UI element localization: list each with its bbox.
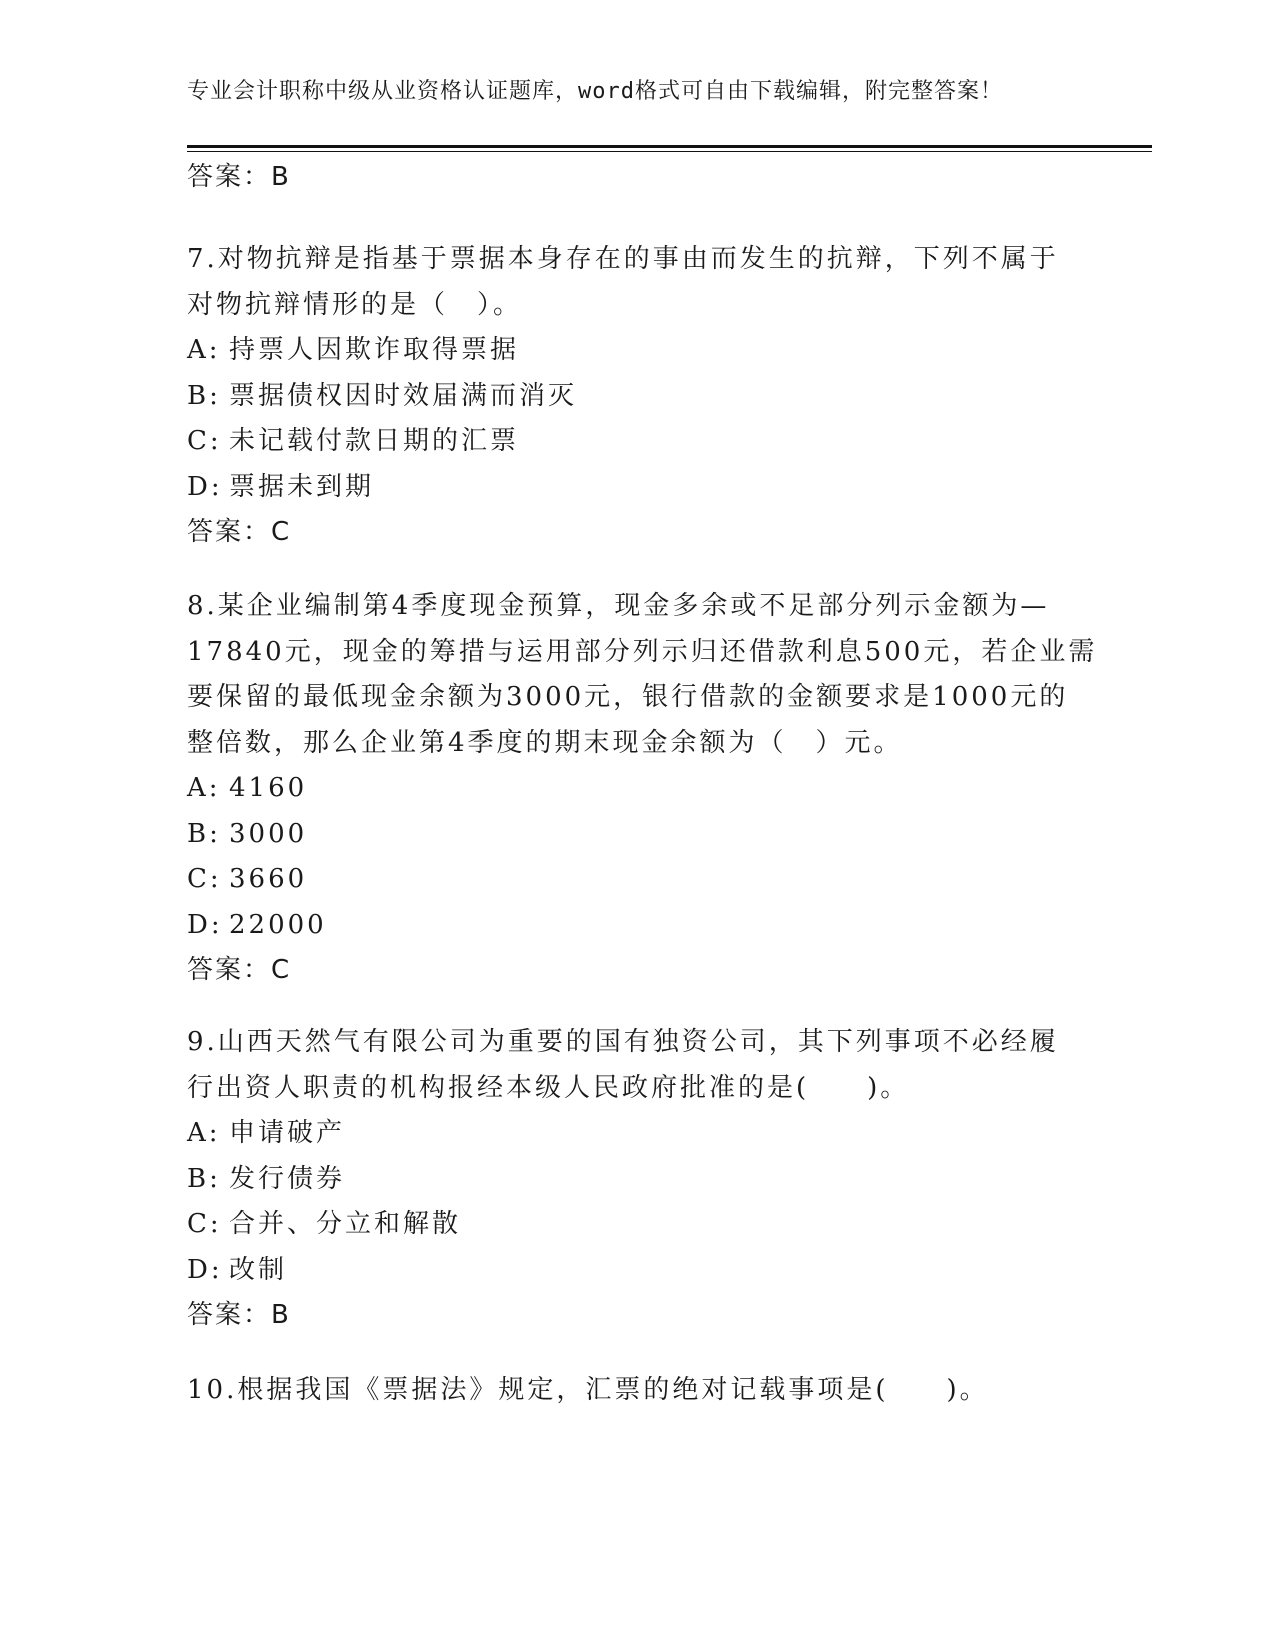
- question-8: [187, 584, 1098, 994]
- question-10: [187, 1368, 1087, 1414]
- option-d: [187, 903, 1087, 949]
- question-text-line: 8.某企业编制第4季度现金预算，现金多余或不足部分列示金额为—: [187, 591, 1050, 621]
- question-text-line: 9.山西天然气有限公司为重要的国有独资公司，其下列事项不必经履: [187, 1027, 1059, 1057]
- prev-answer-block: [187, 155, 1087, 201]
- option-c: [187, 1202, 1087, 1248]
- question-7: [187, 237, 1087, 556]
- question-text-line: 行出资人职责的机构报经本级人民政府批准的是( )。: [187, 1072, 910, 1103]
- option-b: [187, 1157, 1087, 1203]
- option-text: 合并、分立和解散: [229, 1209, 462, 1239]
- option-b: [187, 812, 1087, 858]
- option-letter: C:: [187, 426, 222, 456]
- option-text: 4160: [229, 773, 308, 803]
- option-d: [187, 465, 1087, 511]
- question-text-line: 整倍数，那么企业第4季度的期末现金余额为（ ）元。: [187, 727, 903, 758]
- answer-label: 答案：B: [187, 162, 291, 192]
- option-letter: A:: [187, 773, 221, 803]
- option-letter: D:: [187, 1254, 223, 1285]
- option-c: [187, 857, 1087, 903]
- option-a: [187, 328, 1087, 374]
- option-letter: B:: [187, 818, 221, 849]
- option-letter: A:: [187, 1118, 221, 1148]
- option-text: 22000: [229, 909, 327, 940]
- option-c: [187, 419, 1087, 465]
- question-text-line: 10.根据我国《票据法》规定，汇票的绝对记载事项是( )。: [187, 1375, 989, 1405]
- option-a: [187, 1111, 1087, 1157]
- option-letter: C:: [187, 1209, 222, 1239]
- answer-label: 答案：C: [187, 517, 292, 547]
- option-letter: A:: [187, 335, 221, 365]
- option-letter: B:: [187, 1163, 221, 1194]
- option-letter: D:: [187, 471, 223, 502]
- header-rule-thick: [187, 145, 1152, 148]
- option-text: 发行债券: [229, 1163, 346, 1194]
- question-9: [187, 1020, 1087, 1339]
- option-letter: B:: [187, 380, 221, 411]
- option-d: [187, 1248, 1087, 1294]
- question-text-line: 7.对物抗辩是指基于票据本身存在的事由而发生的抗辩，下列不属于: [187, 244, 1059, 274]
- option-text: 申请破产: [229, 1118, 346, 1148]
- option-b: [187, 374, 1087, 420]
- option-text: 改制: [229, 1254, 288, 1285]
- answer-label: 答案：B: [187, 1300, 291, 1330]
- question-text-line: 要保留的最低现金余额为3000元，银行借款的金额要求是1000元的: [187, 682, 1069, 712]
- option-text: 3000: [229, 818, 308, 849]
- option-text: 票据未到期: [229, 471, 375, 502]
- option-text: 未记载付款日期的汇票: [229, 426, 520, 456]
- option-text: 3660: [229, 864, 308, 894]
- option-letter: C:: [187, 864, 222, 894]
- option-a: [187, 766, 1087, 812]
- option-text: 持票人因欺诈取得票据: [229, 335, 520, 365]
- header-rule-thin: [187, 151, 1152, 152]
- answer-label: 答案：C: [187, 955, 292, 985]
- page-header-text: 专业会计职称中级从业资格认证题库，word格式可自由下载编辑，附完整答案！: [187, 79, 1003, 104]
- question-text-line: 对物抗辩情形的是（ ）。: [187, 289, 523, 320]
- option-letter: D:: [187, 909, 223, 940]
- question-text-line: 17840元，现金的筹措与运用部分列示归还借款利息500元，若企业需: [187, 636, 1098, 667]
- option-text: 票据债权因时效届满而消灭: [229, 380, 578, 411]
